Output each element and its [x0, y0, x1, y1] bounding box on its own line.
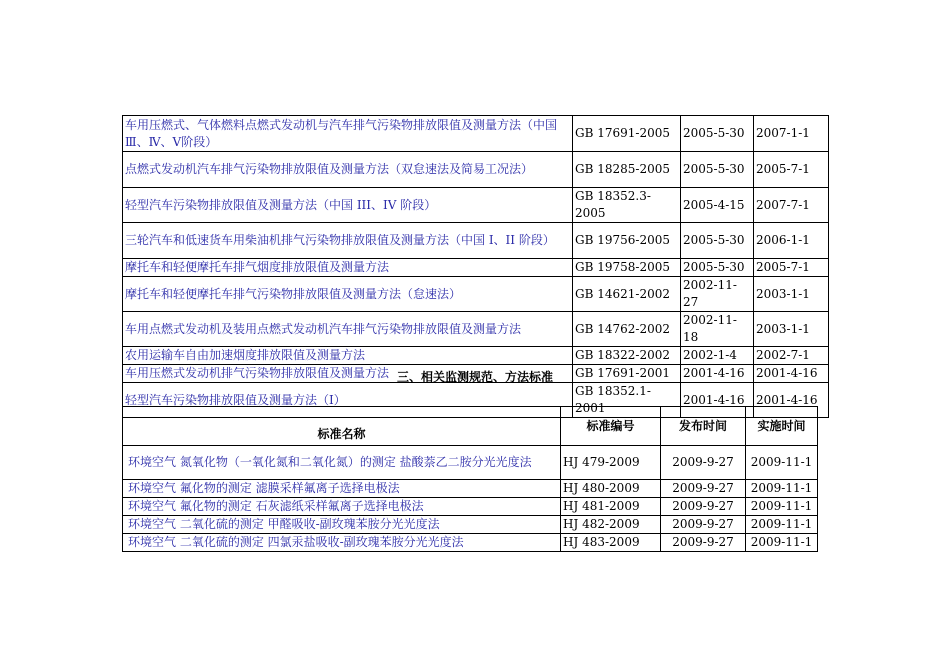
column-header-code: 标准编号 [561, 407, 661, 446]
publish-date: 2005-5-30 [681, 152, 754, 188]
publish-date: 2009-9-27 [661, 534, 746, 552]
publish-date: 2005-5-30 [681, 259, 754, 277]
section-heading: 三、相关监测规范、方法标准 [396, 370, 553, 384]
standard-link[interactable]: 环境空气 二氧化硫的测定 四氯汞盐吸收-副玫瑰苯胺分光光度法 [128, 535, 464, 549]
table-row [123, 223, 829, 259]
implement-date: 2009-11-1 [746, 516, 818, 534]
standard-code: HJ 481-2009 [561, 498, 661, 516]
implement-date: 2007-7-1 [754, 188, 829, 223]
standard-code: GB 18352.1-2001 [573, 383, 681, 418]
standard-link[interactable]: 摩托车和轻便摩托车排气烟度排放限值及测量方法 [125, 260, 390, 274]
table-row [123, 498, 818, 516]
implement-date: 2001-4-16 [754, 365, 829, 383]
standard-code: HJ 483-2009 [561, 534, 661, 552]
standard-code: HJ 480-2009 [561, 480, 661, 498]
implement-date: 2007-1-1 [754, 116, 829, 152]
table-row [123, 347, 829, 365]
standard-code: GB 17691-2001 [573, 365, 681, 383]
publish-date: 2009-9-27 [661, 446, 746, 480]
table-row [123, 188, 829, 223]
standard-link[interactable]: 环境空气 二氧化硫的测定 甲醛吸收-副玫瑰苯胺分光光度法 [128, 517, 440, 531]
standard-code: GB 19756-2005 [573, 223, 681, 259]
implement-date: 2005-7-1 [754, 152, 829, 188]
standard-link[interactable]: 摩托车和轻便摩托车排气污染物排放限值及测量方法（怠速法） [125, 286, 462, 301]
table-row [123, 534, 818, 552]
publish-date: 2005-5-30 [681, 116, 754, 152]
table-row [123, 516, 818, 534]
publish-date: 2002-11-27 [681, 277, 754, 312]
standard-link[interactable]: 车用点燃式发动机及装用点燃式发动机汽车排气污染物排放限值及测量方法 [125, 321, 522, 336]
implement-date: 2009-11-1 [746, 446, 818, 480]
monitoring-standards-table [122, 406, 818, 552]
standard-link[interactable]: 环境空气 氮氧化物（一氧化氮和二氧化氮）的测定 盐酸萘乙二胺分光光度法 [128, 455, 532, 469]
implement-date: 2003-1-1 [754, 312, 829, 347]
table-row [123, 446, 818, 480]
standard-link[interactable]: 轻型汽车污染物排放限值及测量方法（中国 III、IV 阶段） [125, 197, 437, 212]
publish-date: 2005-4-15 [681, 188, 754, 223]
column-header-publish: 发布时间 [661, 407, 746, 446]
implement-date: 2009-11-1 [746, 480, 818, 498]
implement-date: 2006-1-1 [754, 223, 829, 259]
implement-date: 2002-7-1 [754, 347, 829, 365]
standard-link[interactable]: 环境空气 氟化物的测定 滤膜采样氟离子选择电极法 [128, 481, 400, 495]
implement-date: 2009-11-1 [746, 534, 818, 552]
standard-link[interactable]: 车用压燃式、气体燃料点燃式发动机与汽车排气污染物排放限值及测量方法（中国Ⅲ、Ⅳ、Ⅴ阶段） [125, 117, 558, 149]
table-row [123, 259, 829, 277]
publish-date: 2002-11-18 [681, 312, 754, 347]
publish-date: 2005-5-30 [681, 223, 754, 259]
standard-code: GB 14762-2002 [573, 312, 681, 347]
column-header-implement: 实施时间 [746, 407, 818, 446]
column-header-name: 标准名称 [123, 407, 561, 446]
standard-link[interactable]: 轻型汽车污染物排放限值及测量方法（Ⅰ） [125, 392, 346, 407]
standard-code: GB 17691-2005 [573, 116, 681, 152]
standard-code: HJ 482-2009 [561, 516, 661, 534]
standard-code: GB 18352.3-2005 [573, 188, 681, 223]
standard-code: HJ 479-2009 [561, 446, 661, 480]
table-row [123, 116, 829, 152]
standard-link[interactable]: 车用压燃式发动机排气污染物排放限值及测量方法 [125, 366, 390, 380]
publish-date: 2009-9-27 [661, 480, 746, 498]
table-row [123, 152, 829, 188]
implement-date: 2009-11-1 [746, 498, 818, 516]
standard-link[interactable]: 点燃式发动机汽车排气污染物排放限值及测量方法（双怠速法及简易工况法） [125, 162, 534, 176]
table-header-row [123, 407, 818, 446]
publish-date: 2001-4-16 [681, 383, 754, 418]
publish-date: 2001-4-16 [681, 365, 754, 383]
table-row [123, 480, 818, 498]
publish-date: 2002-1-4 [681, 347, 754, 365]
standard-code: GB 18322-2002 [573, 347, 681, 365]
standard-link[interactable]: 农用运输车自由加速烟度排放限值及测量方法 [125, 348, 366, 362]
publish-date: 2009-9-27 [661, 516, 746, 534]
implement-date: 2001-4-16 [754, 383, 829, 418]
table-row [123, 277, 829, 312]
publish-date: 2009-9-27 [661, 498, 746, 516]
table-row [123, 312, 829, 347]
standard-link[interactable]: 环境空气 氟化物的测定 石灰滤纸采样氟离子选择电极法 [128, 499, 424, 513]
standard-code: GB 14621-2002 [573, 277, 681, 312]
standard-code: GB 19758-2005 [573, 259, 681, 277]
implement-date: 2003-1-1 [754, 277, 829, 312]
standard-code: GB 18285-2005 [573, 152, 681, 188]
implement-date: 2005-7-1 [754, 259, 829, 277]
standard-link[interactable]: 三轮汽车和低速货车用柴油机排气污染物排放限值及测量方法（中国 I、II 阶段） [125, 233, 555, 247]
